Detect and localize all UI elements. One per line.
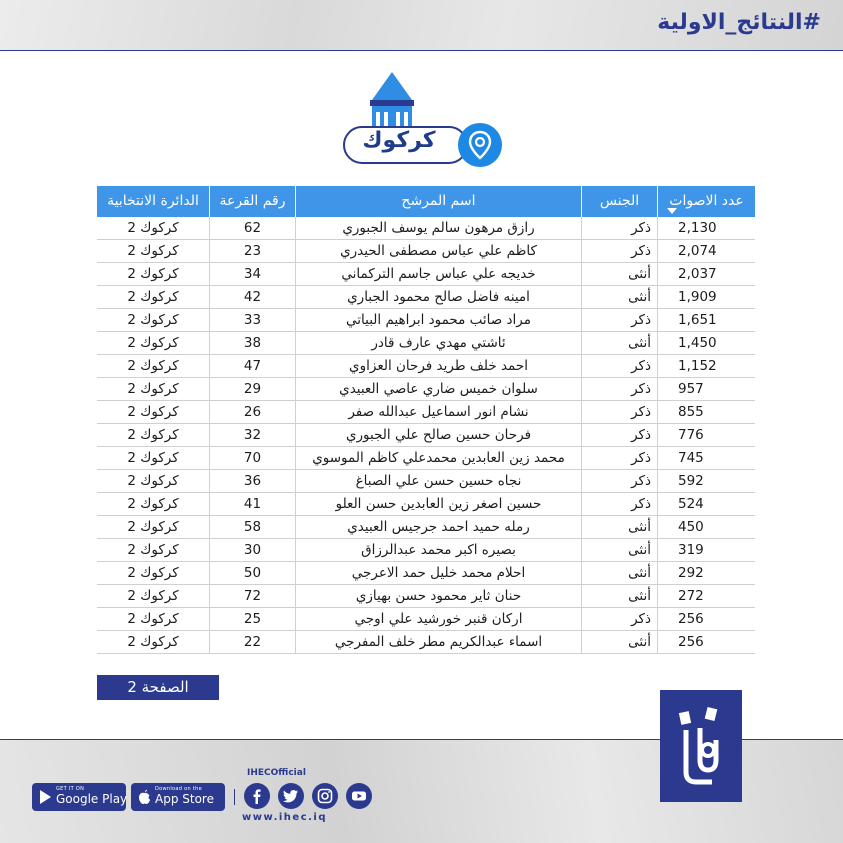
cell-gender: ذكر — [581, 401, 657, 423]
location-pin-icon — [458, 123, 502, 167]
header-candidate-name: اسم المرشح — [295, 186, 581, 217]
table-row — [97, 332, 755, 355]
cell-votes: 2,074 — [657, 240, 755, 262]
cell-lot-number: 58 — [209, 516, 295, 538]
app-store-badge[interactable]: Download on the App Store — [131, 783, 225, 811]
cell-gender: ذكر — [581, 217, 657, 239]
cell-candidate-name: بصيره اكبر محمد عبدالرزاق — [295, 539, 581, 561]
cell-candidate-name: مراد صائب محمود ابراهيم البياتي — [295, 309, 581, 331]
table-row — [97, 516, 755, 539]
cell-district: كركوك 2 — [127, 243, 179, 259]
twitter-icon[interactable] — [278, 783, 304, 809]
cell-district: كركوك 2 — [127, 496, 179, 512]
cell-gender: ذكر — [581, 608, 657, 630]
cell-lot-number: 42 — [209, 286, 295, 308]
cell-votes: 292 — [657, 562, 755, 584]
cell-votes: 776 — [657, 424, 755, 446]
cell-gender: أنثى — [581, 516, 657, 538]
cell-candidate-name: احلام محمد خليل حمد الاعرجي — [295, 562, 581, 584]
cell-district: كركوك 2 — [127, 427, 179, 443]
table-row — [97, 424, 755, 447]
cell-candidate-name: حسين اصغر زين العابدين حسن العلو — [295, 493, 581, 515]
apple-icon — [137, 789, 152, 805]
cell-candidate-name: اركان قنبر خورشيد علي اوجي — [295, 608, 581, 630]
cell-candidate-name: امينه فاضل صالح محمود الجباري — [295, 286, 581, 308]
cell-gender: ذكر — [581, 470, 657, 492]
table-row — [97, 355, 755, 378]
cell-votes: 450 — [657, 516, 755, 538]
cell-district: كركوك 2 — [127, 220, 179, 236]
cell-candidate-name: نجاه حسين حسن علي الصباغ — [295, 470, 581, 492]
google-play-badge[interactable]: GET IT ON Google Play — [32, 783, 126, 811]
cell-votes: 256 — [657, 608, 755, 630]
results-table — [97, 186, 755, 654]
cell-district: كركوك 2 — [127, 542, 179, 558]
facebook-icon[interactable] — [244, 783, 270, 809]
cell-gender: ذكر — [581, 240, 657, 262]
cell-lot-number: 34 — [209, 263, 295, 285]
youtube-icon[interactable] — [346, 783, 372, 809]
table-row — [97, 493, 755, 516]
cell-district: كركوك 2 — [127, 450, 179, 466]
table-row — [97, 539, 755, 562]
cell-candidate-name: رازق مرهون سالم يوسف الجبوري — [295, 217, 581, 239]
cell-lot-number: 70 — [209, 447, 295, 469]
cell-lot-number: 41 — [209, 493, 295, 515]
instagram-icon[interactable] — [312, 783, 338, 809]
cell-gender: أنثى — [581, 539, 657, 561]
table-row — [97, 309, 755, 332]
cell-gender: أنثى — [581, 562, 657, 584]
cell-votes: 855 — [657, 401, 755, 423]
results-hashtag: #النتائج_الاولية — [657, 10, 821, 35]
cell-gender: ذكر — [581, 493, 657, 515]
top-divider — [0, 50, 843, 51]
table-row — [97, 401, 755, 424]
cell-candidate-name: حنان ثاير محمود حسن بهيازي — [295, 585, 581, 607]
table-row — [97, 378, 755, 401]
cell-lot-number: 72 — [209, 585, 295, 607]
table-row — [97, 608, 755, 631]
cell-lot-number: 25 — [209, 608, 295, 630]
cell-candidate-name: رمله حميد احمد جرجيس العبيدي — [295, 516, 581, 538]
cell-district: كركوك 2 — [127, 565, 179, 581]
cell-votes: 319 — [657, 539, 755, 561]
city-name: كركوك — [362, 128, 436, 153]
table-row — [97, 562, 755, 585]
page-number-label: الصفحة 2 — [97, 675, 219, 700]
cell-district: كركوك 2 — [127, 588, 179, 604]
cell-candidate-name: اسماء عبدالكريم مطر خلف المفرجي — [295, 631, 581, 653]
cell-votes: 272 — [657, 585, 755, 607]
cell-gender: أنثى — [581, 631, 657, 653]
sort-desc-icon — [667, 208, 677, 214]
table-row — [97, 240, 755, 263]
cell-district: كركوك 2 — [127, 404, 179, 420]
cell-district: كركوك 2 — [127, 634, 179, 650]
cell-votes: 256 — [657, 631, 755, 653]
cell-district: كركوك 2 — [127, 266, 179, 282]
cell-gender: ذكر — [581, 355, 657, 377]
cell-district: كركوك 2 — [127, 519, 179, 535]
cell-candidate-name: محمد زين العابدين محمدعلي كاظم الموسوي — [295, 447, 581, 469]
cell-votes: 2,037 — [657, 263, 755, 285]
header-district: الدائرة الانتخابية — [97, 186, 209, 217]
cell-candidate-name: كاظم علي عباس مصطفى الحيدري — [295, 240, 581, 262]
cell-lot-number: 47 — [209, 355, 295, 377]
cell-votes: 1,651 — [657, 309, 755, 331]
cell-district: كركوك 2 — [127, 473, 179, 489]
cell-candidate-name: احمد خلف طريد فرحان العزاوي — [295, 355, 581, 377]
cell-lot-number: 30 — [209, 539, 295, 561]
footer-separator — [234, 789, 235, 805]
cell-lot-number: 32 — [209, 424, 295, 446]
cell-candidate-name: ئاشتي مهدي عارف قادر — [295, 332, 581, 354]
table-row — [97, 631, 755, 654]
social-handle: IHECOfficial — [247, 768, 306, 778]
cell-gender: ذكر — [581, 424, 657, 446]
cell-lot-number: 36 — [209, 470, 295, 492]
cell-votes: 1,450 — [657, 332, 755, 354]
cell-gender: أنثى — [581, 332, 657, 354]
cell-gender: ذكر — [581, 447, 657, 469]
cell-votes: 957 — [657, 378, 755, 400]
cell-votes: 2,130 — [657, 217, 755, 239]
header-lot-number: رقم القرعة — [209, 186, 295, 217]
table-row — [97, 447, 755, 470]
cell-lot-number: 50 — [209, 562, 295, 584]
table-row — [97, 286, 755, 309]
header-votes[interactable]: عدد الاصوات — [657, 186, 755, 217]
header-gender: الجنس — [581, 186, 657, 217]
cell-gender: أنثى — [581, 585, 657, 607]
cell-votes: 745 — [657, 447, 755, 469]
cell-votes: 1,152 — [657, 355, 755, 377]
table-row — [97, 470, 755, 493]
cell-lot-number: 38 — [209, 332, 295, 354]
table-row — [97, 217, 755, 240]
cell-gender: ذكر — [581, 309, 657, 331]
cell-gender: أنثى — [581, 263, 657, 285]
cell-candidate-name: خديجه علي عباس جاسم التركماني — [295, 263, 581, 285]
cell-lot-number: 33 — [209, 309, 295, 331]
cell-district: كركوك 2 — [127, 381, 179, 397]
cell-votes: 592 — [657, 470, 755, 492]
table-header — [97, 186, 755, 217]
website-link[interactable]: www.ihec.iq — [242, 812, 328, 823]
cell-gender: ذكر — [581, 378, 657, 400]
table-row — [97, 263, 755, 286]
cell-candidate-name: فرحان حسين صالح علي الجبوري — [295, 424, 581, 446]
cell-votes: 524 — [657, 493, 755, 515]
cell-lot-number: 62 — [209, 217, 295, 239]
cell-district: كركوك 2 — [127, 611, 179, 627]
cell-district: كركوك 2 — [127, 312, 179, 328]
cell-votes: 1,909 — [657, 286, 755, 308]
cell-lot-number: 26 — [209, 401, 295, 423]
cell-lot-number: 29 — [209, 378, 295, 400]
cell-lot-number: 23 — [209, 240, 295, 262]
cell-district: كركوك 2 — [127, 289, 179, 305]
cell-candidate-name: نشام انور اسماعيل عبدالله صفر — [295, 401, 581, 423]
cell-district: كركوك 2 — [127, 335, 179, 351]
ihec-logo — [660, 690, 742, 802]
table-body — [97, 217, 755, 654]
cell-district: كركوك 2 — [127, 358, 179, 374]
table-row — [97, 585, 755, 608]
cell-gender: أنثى — [581, 286, 657, 308]
cell-candidate-name: سلوان خميس ضاري عاصي العبيدي — [295, 378, 581, 400]
cell-lot-number: 22 — [209, 631, 295, 653]
google-play-icon — [38, 789, 53, 805]
